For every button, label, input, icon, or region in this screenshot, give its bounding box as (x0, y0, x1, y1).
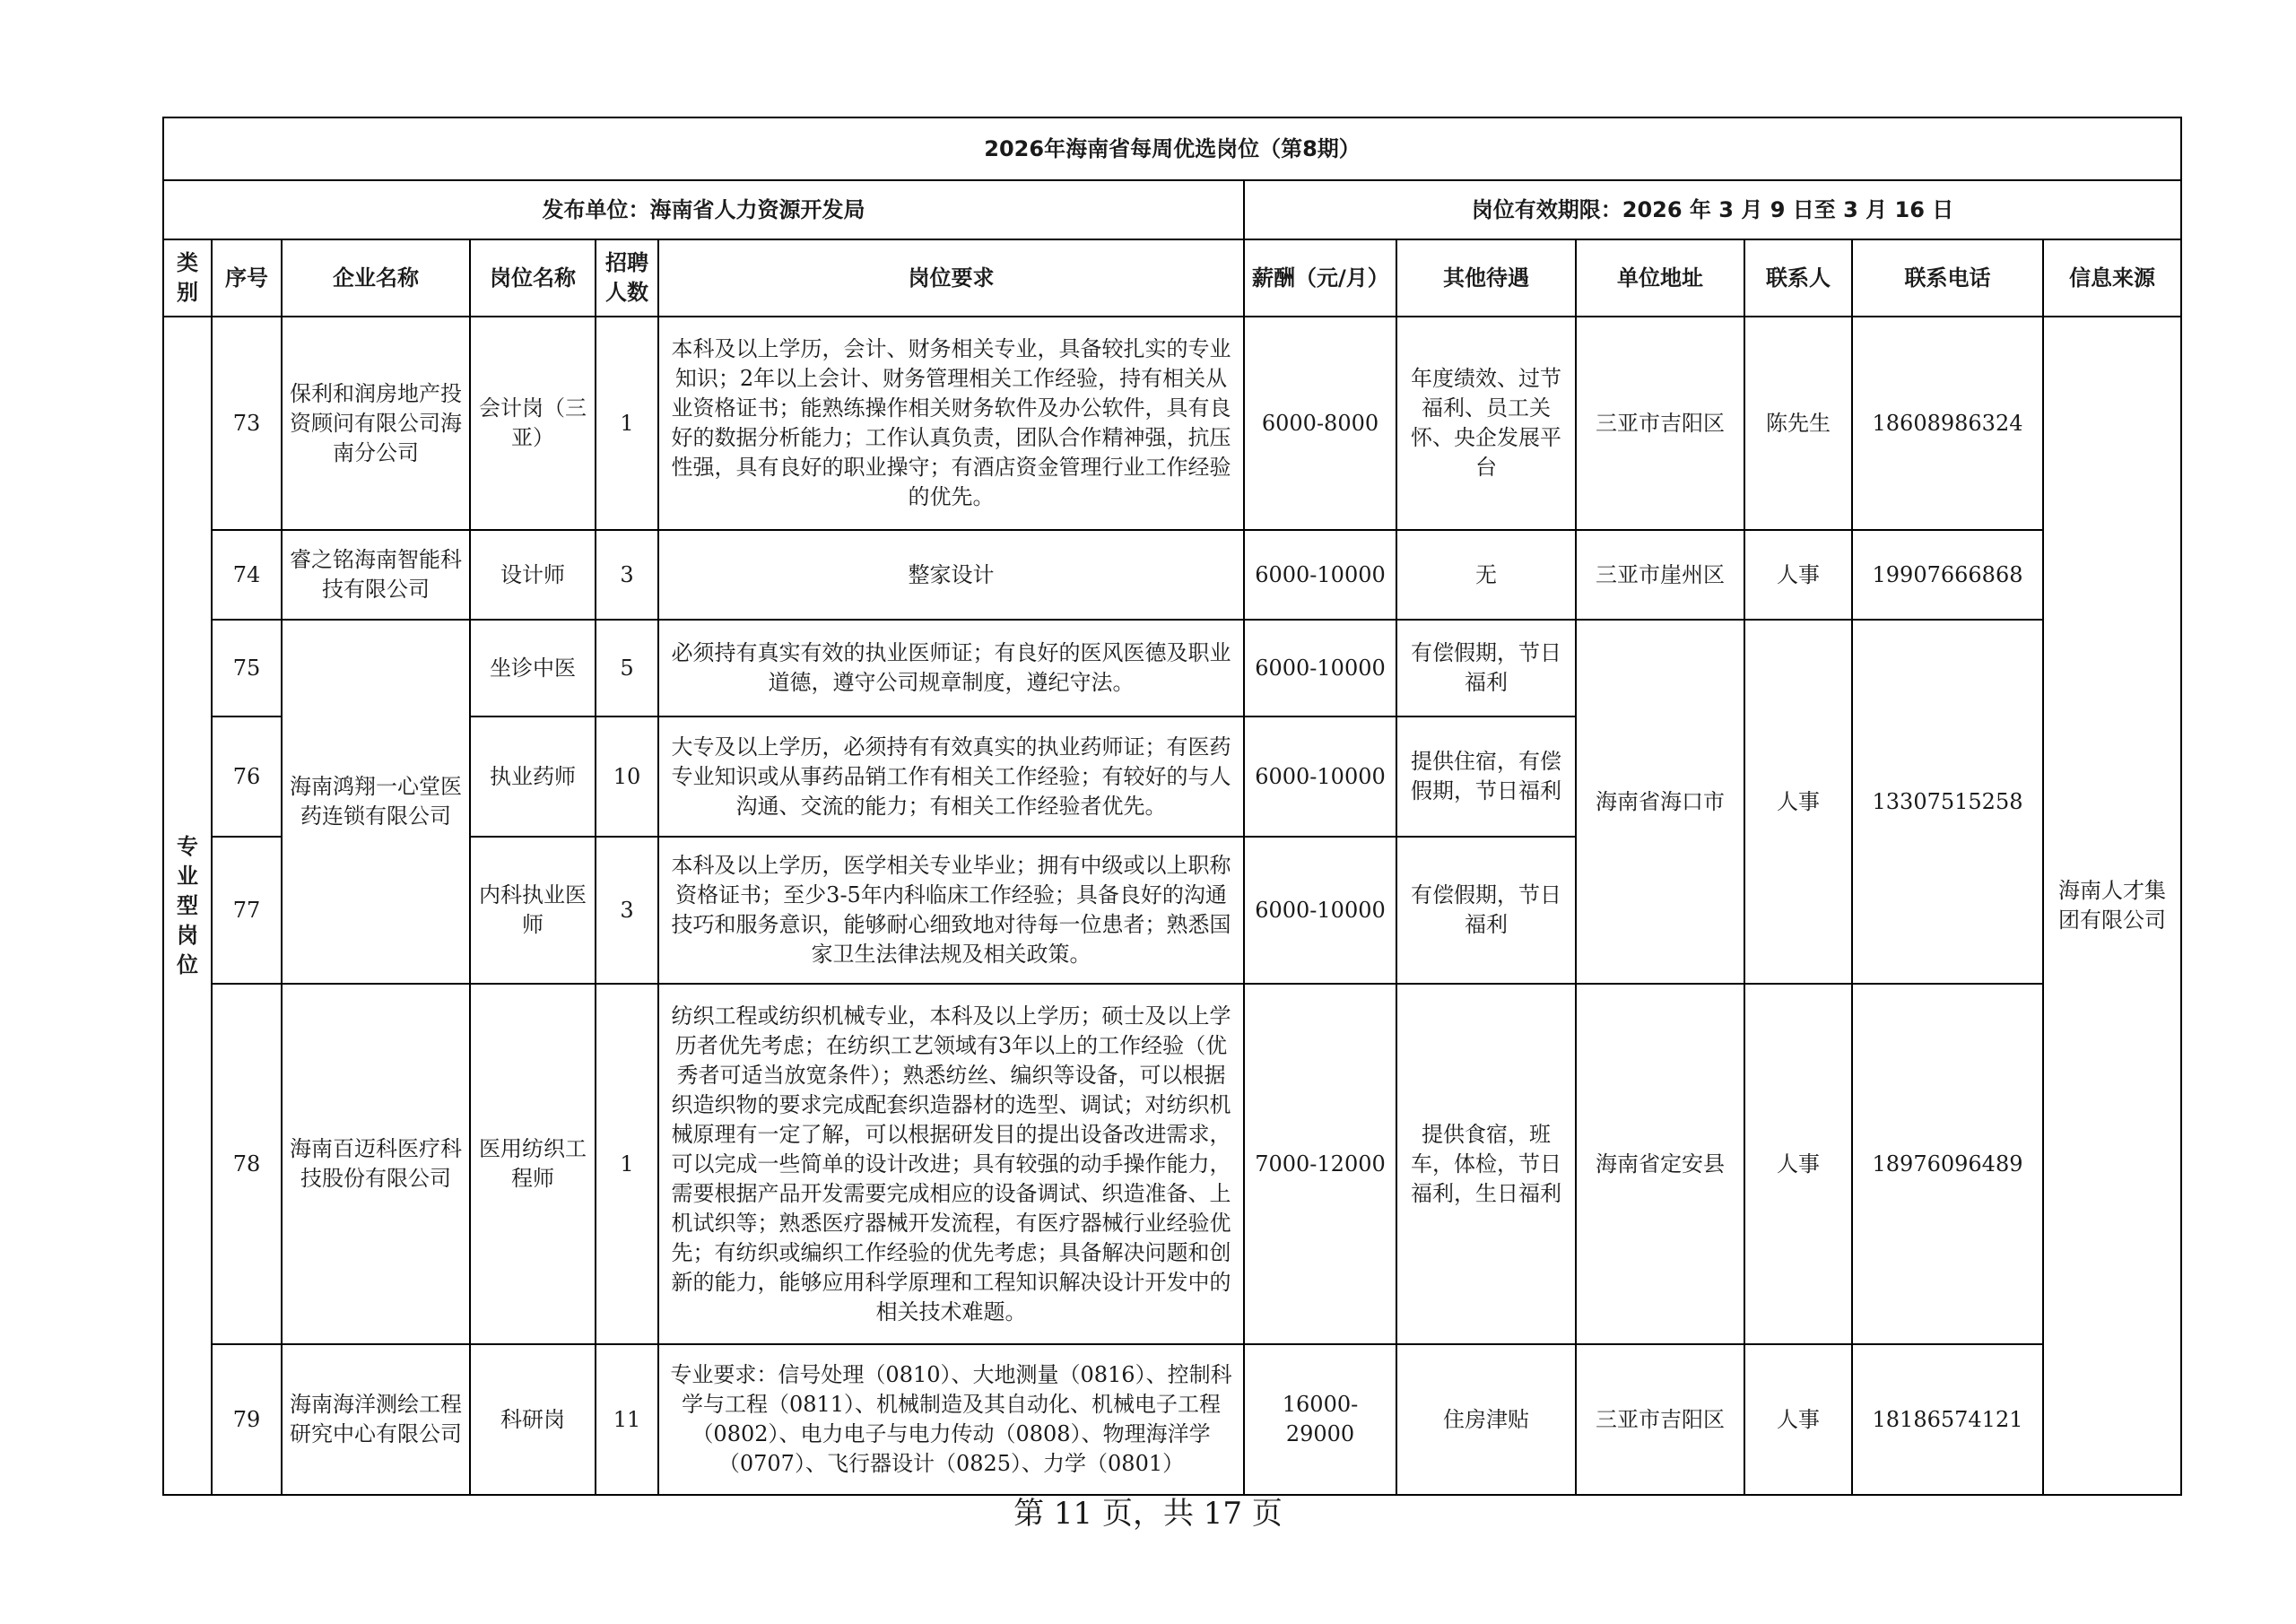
row-index: 78 (212, 984, 282, 1344)
row-index: 77 (212, 837, 282, 984)
row-index: 75 (212, 620, 282, 716)
row-index: 76 (212, 716, 282, 837)
contact-person: 人事 (1744, 984, 1852, 1344)
benefits: 提供住宿，有偿假期，节日福利 (1396, 716, 1576, 837)
header-count: 招聘人数 (596, 239, 658, 317)
hire-count: 10 (596, 716, 658, 837)
job-requirements: 本科及以上学历，会计、财务相关专业，具备较扎实的专业知识；2年以上会计、财务管理相关工作经验，持有相关从业资格证书；能熟练操作相关财务软件及办公软件，具有良好的数据分析能力；工作认真负责，团队合作精神强，抗压性强，具有良好的职业操守；有酒店资金管理行业工作经验的优先。 (658, 317, 1244, 530)
header-company: 企业名称 (282, 239, 470, 317)
job-requirements: 大专及以上学历，必须持有有效真实的执业药师证；有医药专业知识或从事药品销工作有相关工作经验；有较好的与人沟通、交流的能力；有相关工作经验者优先。 (658, 716, 1244, 837)
publisher-row (163, 180, 2181, 239)
job-requirements: 纺织工程或纺织机械专业，本科及以上学历；硕士及以上学历者优先考虑；在纺织工艺领域有3年以上的工作经验（优秀者可适当放宽条件）；熟悉纺丝、编织等设备，可以根据织造织物的要求完成配套织造器材的选型、调试；对纺织机械原理有一定了解，可以根据研发目的提出设备改进需求，可以完成一些简单的设计改进；具有较强的动手操作能力，需要根据产品开发需要完成相应的设备调试、织造准备、上机试织等；熟悉医疗器械开发流程，有医疗器械行业经验优先；有纺织或编织工作经验的优先考虑；具备解决问题和创新的能力，能够应用科学原理和工程知识解决设计开发中的相关技术难题。 (658, 984, 1244, 1344)
source-cell: 海南人才集团有限公司 (2043, 317, 2181, 1495)
header-address: 单位地址 (1576, 239, 1744, 317)
benefits: 有偿假期，节日福利 (1396, 837, 1576, 984)
hire-count: 3 (596, 530, 658, 620)
header-contact: 联系人 (1744, 239, 1852, 317)
job-requirements: 专业要求：信号处理（0810）、大地测量（0816）、控制科学与工程（0811）、机械制造及其自动化、机械电子工程（0802）、电力电子与电力传动（0808）、物理海洋学（0707）、飞行器设计（0825）、力学（0801） (658, 1344, 1244, 1495)
salary-range: 16000-29000 (1244, 1344, 1396, 1495)
header-phone: 联系电话 (1852, 239, 2043, 317)
header-category: 类别 (163, 239, 212, 317)
table-row (163, 1344, 2181, 1495)
company-name: 海南海洋测绘工程研究中心有限公司 (282, 1344, 470, 1495)
header-salary: 薪酬（元/月） (1244, 239, 1396, 317)
contact-phone: 19907666868 (1852, 530, 2043, 620)
hire-count: 11 (596, 1344, 658, 1495)
contact-phone: 18608986324 (1852, 317, 2043, 530)
job-requirements: 必须持有真实有效的执业医师证；有良好的医风医德及职业道德，遵守公司规章制度，遵纪守法。 (658, 620, 1244, 716)
salary-range: 6000-10000 (1244, 716, 1396, 837)
job-requirements: 本科及以上学历，医学相关专业毕业；拥有中级或以上职称资格证书；至少3-5年内科临床工作经验；具备良好的沟通技巧和服务意识，能够耐心细致地对待每一位患者；熟悉国家卫生法律法规及相关政策。 (658, 837, 1244, 984)
contact-phone: 18186574121 (1852, 1344, 2043, 1495)
benefits: 提供食宿，班车，体检，节日福利，生日福利 (1396, 984, 1576, 1344)
hire-count: 1 (596, 317, 658, 530)
work-address: 海南省定安县 (1576, 984, 1744, 1344)
contact-person: 陈先生 (1744, 317, 1852, 530)
category-cell: 专业型岗位 (163, 317, 212, 1495)
table-title: 2026年海南省每周优选岗位（第8期） (163, 117, 2181, 180)
position-name: 设计师 (470, 530, 596, 620)
company-name: 海南百迈科医疗科技股份有限公司 (282, 984, 470, 1344)
work-address: 三亚市崖州区 (1576, 530, 1744, 620)
validity-cell: 岗位有效期限：2026 年 3 月 9 日至 3 月 16 日 (1244, 180, 2181, 239)
salary-range: 6000-10000 (1244, 620, 1396, 716)
publisher-cell: 发布单位：海南省人力资源开发局 (163, 180, 1244, 239)
work-address: 三亚市吉阳区 (1576, 1344, 1744, 1495)
contact-person: 人事 (1744, 530, 1852, 620)
contact-person: 人事 (1744, 1344, 1852, 1495)
table-row (163, 620, 2181, 716)
position-name: 坐诊中医 (470, 620, 596, 716)
salary-range: 6000-10000 (1244, 530, 1396, 620)
header-position: 岗位名称 (470, 239, 596, 317)
position-name: 会计岗（三亚） (470, 317, 596, 530)
position-name: 科研岗 (470, 1344, 596, 1495)
header-row (163, 239, 2181, 317)
page-number-footer: 第 11 页，共 17 页 (1013, 1496, 1283, 1532)
table-row (163, 317, 2181, 530)
benefits: 无 (1396, 530, 1576, 620)
row-index: 79 (212, 1344, 282, 1495)
row-index: 74 (212, 530, 282, 620)
benefits: 有偿假期，节日福利 (1396, 620, 1576, 716)
position-name: 执业药师 (470, 716, 596, 837)
salary-range: 6000-10000 (1244, 837, 1396, 984)
hire-count: 5 (596, 620, 658, 716)
header-requirements: 岗位要求 (658, 239, 1244, 317)
company-name: 海南鸿翔一心堂医药连锁有限公司 (282, 620, 470, 984)
job-listing-table (162, 117, 2182, 1496)
job-requirements: 整家设计 (658, 530, 1244, 620)
title-row (163, 117, 2181, 180)
header-source: 信息来源 (2043, 239, 2181, 317)
hire-count: 1 (596, 984, 658, 1344)
table-row (163, 984, 2181, 1344)
contact-phone: 13307515258 (1852, 620, 2043, 984)
salary-range: 7000-12000 (1244, 984, 1396, 1344)
benefits: 住房津贴 (1396, 1344, 1576, 1495)
company-name: 保利和润房地产投资顾问有限公司海南分公司 (282, 317, 470, 530)
work-address: 海南省海口市 (1576, 620, 1744, 984)
hire-count: 3 (596, 837, 658, 984)
company-name: 睿之铭海南智能科技有限公司 (282, 530, 470, 620)
position-name: 医用纺织工程师 (470, 984, 596, 1344)
table-row (163, 530, 2181, 620)
contact-phone: 18976096489 (1852, 984, 2043, 1344)
position-name: 内科执业医师 (470, 837, 596, 984)
work-address: 三亚市吉阳区 (1576, 317, 1744, 530)
header-index: 序号 (212, 239, 282, 317)
contact-person: 人事 (1744, 620, 1852, 984)
salary-range: 6000-8000 (1244, 317, 1396, 530)
benefits: 年度绩效、过节福利、员工关怀、央企发展平台 (1396, 317, 1576, 530)
row-index: 73 (212, 317, 282, 530)
header-benefits: 其他待遇 (1396, 239, 1576, 317)
